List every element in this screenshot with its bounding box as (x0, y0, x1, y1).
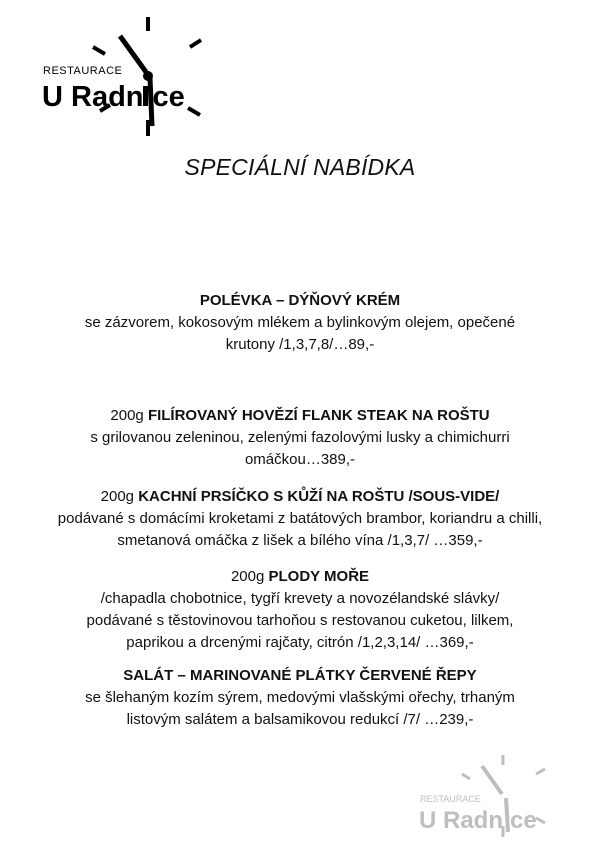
menu-item-heading (50, 290, 550, 312)
menu-item-duck (50, 486, 550, 552)
clock-logo-icon (38, 14, 218, 144)
menu-item-seafood (50, 566, 550, 654)
watermark-logo (412, 752, 564, 840)
menu-item-description: s grilovanou zeleninou, zelenými fazolovými lusky a chimichurri omáčkou…389,- (90, 429, 510, 468)
menu-item-name: PLODY MOŘE (268, 568, 370, 585)
menu-item-description: se šlehaným kozím sýrem, medovými vlašskými ořechy, trhaným listovým salátem a balsamikovou redukcí /7/ …239,- (85, 689, 515, 728)
menu-item-name: KACHNÍ PRSÍČKO S KŮŽÍ NA ROŠTU /SOUS-VIDE/ (138, 488, 500, 505)
page-title: SPECIÁLNÍ NABÍDKA (184, 154, 416, 180)
menu-item-salad (50, 665, 550, 731)
menu-item-name: POLÉVKA – DÝŇOVÝ KRÉM (199, 292, 401, 309)
menu-item-description: se zázvorem, kokosovým mlékem a bylinkovým olejem, opečené krutony /1,3,7,8/…89,- (84, 314, 516, 353)
clock-watermark-icon (412, 752, 564, 840)
menu-item-steak (50, 405, 550, 471)
restaurant-logo (38, 14, 218, 144)
menu-item-soup (50, 290, 550, 356)
menu-item-heading (50, 665, 550, 687)
menu-item-heading: 200g FILÍROVANÝ HOVĚZÍ FLANK STEAK NA ROŠTU (110, 407, 490, 424)
menu-item-description: /chapadla chobotnice, tygří krevety a novozélandské slávky/ podávané s těstovinovou tarhoňou s restovanou cuketou, lilkem, paprikou a drcenými rajčaty, citrón /1,2,3,14/ …369,- (86, 590, 514, 651)
menu-item-heading: 200g KACHNÍ PRSÍČKO S KŮŽÍ NA ROŠTU /SOUS-VIDE/ (100, 488, 500, 505)
logo-brand-text: U Radn ce (42, 81, 185, 113)
watermark-small-text: RESTAURACE (420, 794, 481, 804)
menu-item-name: SALÁT – MARINOVANÉ PLÁTKY ČERVENÉ ŘEPY (123, 667, 477, 684)
menu-item-heading: 200g PLODY MOŘE (230, 568, 370, 585)
menu-item-name: FILÍROVANÝ HOVĚZÍ FLANK STEAK NA ROŠTU (147, 407, 490, 424)
logo-small-text: RESTAURACE (43, 65, 123, 77)
watermark-brand-text: U Radn ce (419, 807, 537, 834)
menu-item-description: podávané s domácími kroketami z batátových brambor, koriandru a chilli, smetanová omáčka z lišek a bílého vína /1,3,7/ …359,- (57, 510, 543, 549)
